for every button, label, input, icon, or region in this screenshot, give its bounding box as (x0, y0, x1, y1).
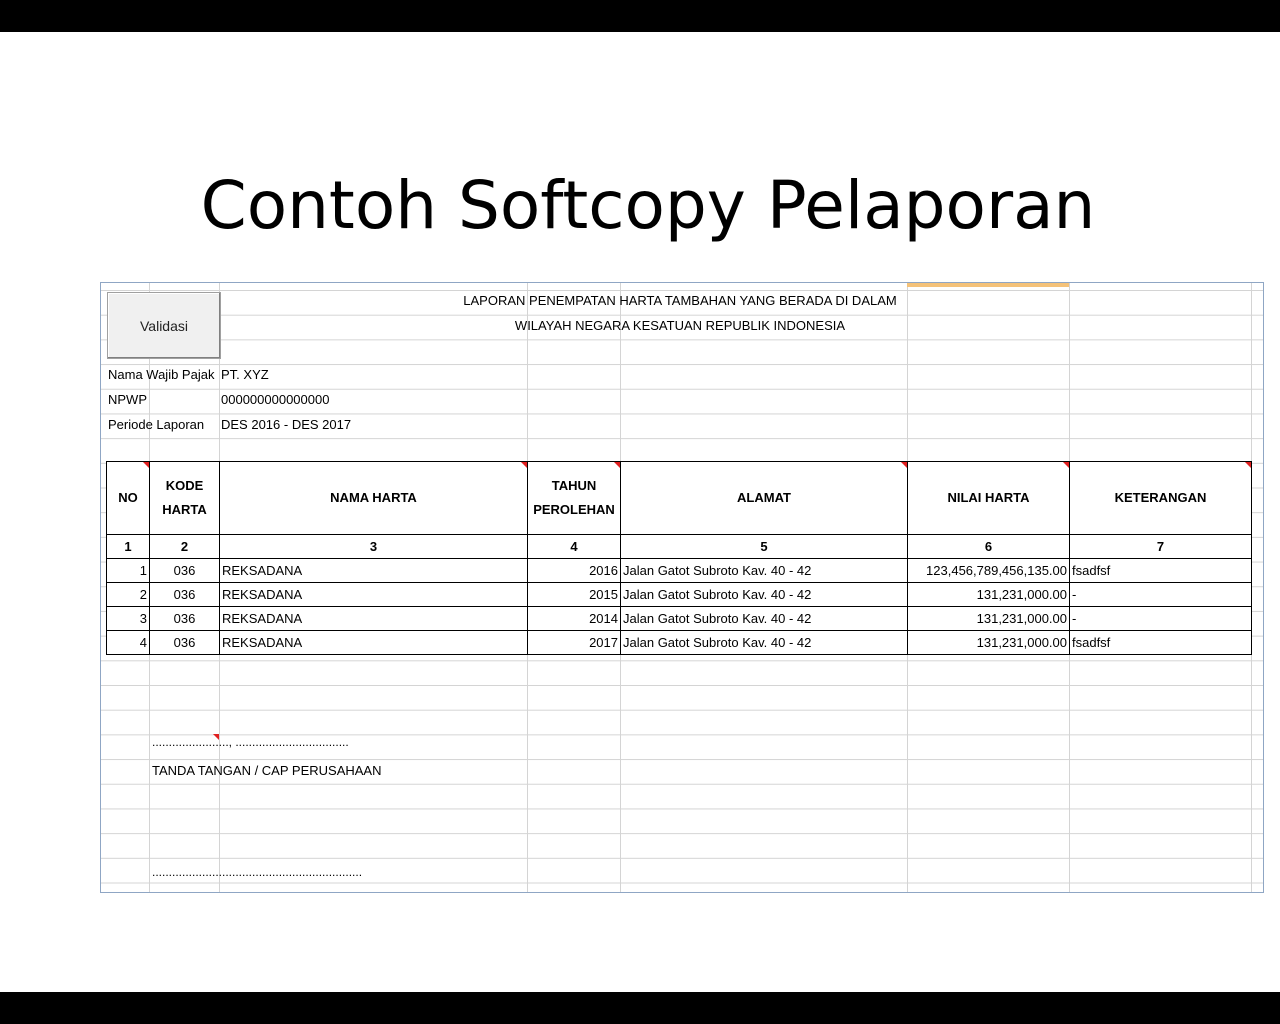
column-number[interactable]: 5 (621, 535, 908, 559)
period-value[interactable]: DES 2016 - DES 2017 (221, 417, 352, 432)
column-number[interactable]: 7 (1070, 535, 1252, 559)
taxpayer-label: Nama Wajib Pajak (108, 367, 215, 382)
cell-keterangan[interactable]: fsadfsf (1070, 559, 1252, 583)
header-row (107, 462, 1252, 535)
bottom-letterbox (0, 992, 1280, 1024)
table-row (107, 631, 1252, 655)
column-number[interactable]: 3 (220, 535, 528, 559)
comment-indicator-icon (213, 734, 219, 740)
header-alamat[interactable]: ALAMAT (621, 462, 908, 535)
cell-no[interactable]: 3 (107, 607, 150, 631)
cell-tahun[interactable]: 2016 (528, 559, 621, 583)
cell-kode[interactable]: 036 (150, 559, 220, 583)
cell-tahun[interactable]: 2014 (528, 607, 621, 631)
cell-alamat[interactable]: Jalan Gatot Subroto Kav. 40 - 42 (621, 631, 908, 655)
header-kode-harta[interactable]: KODE HARTA (150, 462, 220, 535)
cell-tahun[interactable]: 2017 (528, 631, 621, 655)
column-number[interactable]: 6 (908, 535, 1070, 559)
npwp-value[interactable]: 000000000000000 (221, 392, 330, 407)
cell-keterangan[interactable]: - (1070, 607, 1252, 631)
cell-alamat[interactable]: Jalan Gatot Subroto Kav. 40 - 42 (621, 559, 908, 583)
header-keterangan[interactable]: KETERANGAN (1070, 462, 1252, 535)
cell-nama[interactable]: REKSADANA (220, 559, 528, 583)
asset-table (106, 461, 1252, 655)
selected-column-marker (907, 283, 1069, 287)
cell-no[interactable]: 2 (107, 583, 150, 607)
cell-keterangan[interactable]: fsadfsf (1070, 631, 1252, 655)
column-number[interactable]: 1 (107, 535, 150, 559)
signature-label: TANDA TANGAN / CAP PERUSAHAAN (152, 763, 382, 778)
cell-no[interactable]: 1 (107, 559, 150, 583)
npwp-label: NPWP (108, 392, 147, 407)
validasi-button[interactable]: Validasi (107, 292, 221, 359)
cell-kode[interactable]: 036 (150, 583, 220, 607)
comment-indicator-icon (901, 462, 907, 468)
header-no[interactable]: NO (107, 462, 150, 535)
cell-nama[interactable]: REKSADANA (220, 631, 528, 655)
taxpayer-value[interactable]: PT. XYZ (221, 367, 269, 382)
cell-nama[interactable]: REKSADANA (220, 607, 528, 631)
table-row (107, 607, 1252, 631)
cell-kode[interactable]: 036 (150, 607, 220, 631)
slide-title: Contoh Softcopy Pelaporan (200, 167, 1096, 244)
cell-no[interactable]: 4 (107, 631, 150, 655)
cell-alamat[interactable]: Jalan Gatot Subroto Kav. 40 - 42 (621, 607, 908, 631)
cell-nilai[interactable]: 123,456,789,456,135.00 (908, 559, 1070, 583)
cell-nilai[interactable]: 131,231,000.00 (908, 607, 1070, 631)
place-date-field[interactable]: ......................., .................................. (152, 735, 349, 749)
cell-alamat[interactable]: Jalan Gatot Subroto Kav. 40 - 42 (621, 583, 908, 607)
cell-nilai[interactable]: 131,231,000.00 (908, 583, 1070, 607)
spreadsheet[interactable] (100, 282, 1264, 893)
column-number[interactable]: 2 (150, 535, 220, 559)
header-tahun-perolehan[interactable]: TAHUN PEROLEHAN (528, 462, 621, 535)
table-row (107, 583, 1252, 607)
comment-indicator-icon (521, 462, 527, 468)
column-number[interactable]: 4 (528, 535, 621, 559)
cell-keterangan[interactable]: - (1070, 583, 1252, 607)
comment-indicator-icon (143, 462, 149, 468)
table-row (107, 559, 1252, 583)
report-title-line-2: WILAYAH NEGARA KESATUAN REPUBLIK INDONESIA (514, 318, 846, 333)
header-nilai-harta[interactable]: NILAI HARTA (908, 462, 1070, 535)
cell-nilai[interactable]: 131,231,000.00 (908, 631, 1070, 655)
period-label: Periode Laporan (108, 417, 205, 432)
comment-indicator-icon (1063, 462, 1069, 468)
column-number-row (107, 535, 1252, 559)
comment-indicator-icon (1245, 462, 1251, 468)
top-letterbox (0, 0, 1280, 32)
cell-kode[interactable]: 036 (150, 631, 220, 655)
signature-line[interactable]: ............................................................... (152, 865, 363, 879)
cell-tahun[interactable]: 2015 (528, 583, 621, 607)
header-nama-harta[interactable]: NAMA HARTA (220, 462, 528, 535)
report-title-line-1: LAPORAN PENEMPATAN HARTA TAMBAHAN YANG BERADA DI DALAM (463, 293, 897, 308)
cell-nama[interactable]: REKSADANA (220, 583, 528, 607)
comment-indicator-icon (614, 462, 620, 468)
